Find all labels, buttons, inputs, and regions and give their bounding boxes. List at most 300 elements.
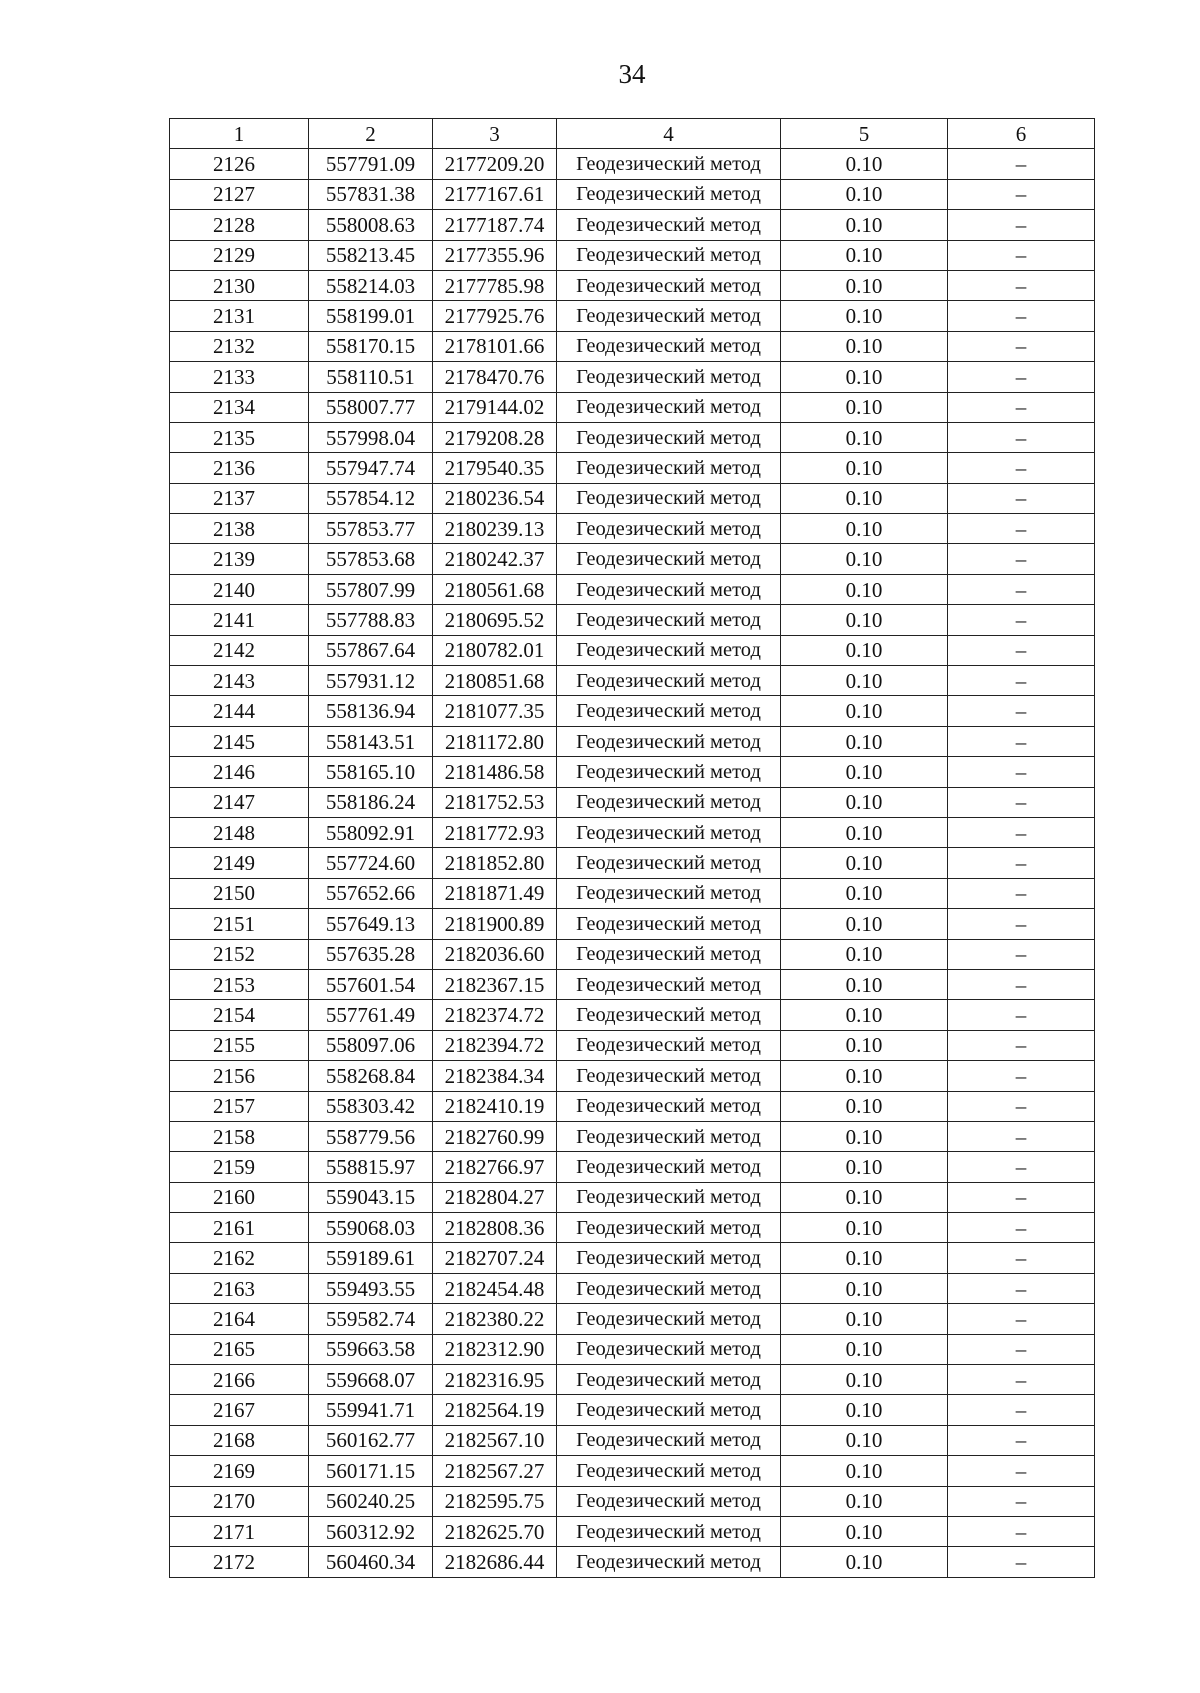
x-coordinate-cell: 560312.92 <box>309 1516 433 1546</box>
accuracy-cell: 0.10 <box>781 635 948 665</box>
x-coordinate-cell: 557635.28 <box>309 939 433 969</box>
note-cell: – <box>948 817 1095 847</box>
table-row <box>170 1243 1095 1273</box>
point-number-cell: 2170 <box>170 1486 309 1516</box>
accuracy-cell: 0.10 <box>781 544 948 574</box>
x-coordinate-cell: 558007.77 <box>309 392 433 422</box>
note-cell: – <box>948 179 1095 209</box>
x-coordinate-cell: 558815.97 <box>309 1152 433 1182</box>
accuracy-cell: 0.10 <box>781 1486 948 1516</box>
column-header: 3 <box>433 119 557 149</box>
accuracy-cell: 0.10 <box>781 666 948 696</box>
y-coordinate-cell: 2182808.36 <box>433 1213 557 1243</box>
accuracy-cell: 0.10 <box>781 1516 948 1546</box>
note-cell: – <box>948 392 1095 422</box>
x-coordinate-cell: 558214.03 <box>309 270 433 300</box>
table-row <box>170 1547 1095 1577</box>
accuracy-cell: 0.10 <box>781 514 948 544</box>
method-cell: Геодезический метод <box>557 787 781 817</box>
accuracy-cell: 0.10 <box>781 817 948 847</box>
note-cell: – <box>948 453 1095 483</box>
method-cell: Геодезический метод <box>557 1243 781 1273</box>
x-coordinate-cell: 558165.10 <box>309 757 433 787</box>
table-row <box>170 483 1095 513</box>
method-cell: Геодезический метод <box>557 757 781 787</box>
x-coordinate-cell: 558136.94 <box>309 696 433 726</box>
y-coordinate-cell: 2177355.96 <box>433 240 557 270</box>
x-coordinate-cell: 557601.54 <box>309 969 433 999</box>
method-cell: Геодезический метод <box>557 1030 781 1060</box>
column-header: 4 <box>557 119 781 149</box>
table-row <box>170 1516 1095 1546</box>
point-number-cell: 2167 <box>170 1395 309 1425</box>
note-cell: – <box>948 939 1095 969</box>
y-coordinate-cell: 2177167.61 <box>433 179 557 209</box>
x-coordinate-cell: 559582.74 <box>309 1304 433 1334</box>
y-coordinate-cell: 2180782.01 <box>433 635 557 665</box>
accuracy-cell: 0.10 <box>781 1273 948 1303</box>
accuracy-cell: 0.10 <box>781 1030 948 1060</box>
x-coordinate-cell: 558170.15 <box>309 331 433 361</box>
method-cell: Геодезический метод <box>557 605 781 635</box>
y-coordinate-cell: 2182316.95 <box>433 1365 557 1395</box>
method-cell: Геодезический метод <box>557 331 781 361</box>
x-coordinate-cell: 558186.24 <box>309 787 433 817</box>
note-cell: – <box>948 1243 1095 1273</box>
note-cell: – <box>948 1425 1095 1455</box>
y-coordinate-cell: 2179540.35 <box>433 453 557 483</box>
note-cell: – <box>948 969 1095 999</box>
y-coordinate-cell: 2182595.75 <box>433 1486 557 1516</box>
note-cell: – <box>948 1365 1095 1395</box>
accuracy-cell: 0.10 <box>781 210 948 240</box>
method-cell: Геодезический метод <box>557 210 781 240</box>
note-cell: – <box>948 909 1095 939</box>
accuracy-cell: 0.10 <box>781 422 948 452</box>
method-cell: Геодезический метод <box>557 909 781 939</box>
table-row <box>170 544 1095 574</box>
y-coordinate-cell: 2181752.53 <box>433 787 557 817</box>
accuracy-cell: 0.10 <box>781 362 948 392</box>
note-cell: – <box>948 1547 1095 1577</box>
y-coordinate-cell: 2182367.15 <box>433 969 557 999</box>
note-cell: – <box>948 270 1095 300</box>
accuracy-cell: 0.10 <box>781 453 948 483</box>
point-number-cell: 2160 <box>170 1182 309 1212</box>
point-number-cell: 2162 <box>170 1243 309 1273</box>
table-row <box>170 240 1095 270</box>
note-cell: – <box>948 878 1095 908</box>
y-coordinate-cell: 2182760.99 <box>433 1121 557 1151</box>
method-cell: Геодезический метод <box>557 696 781 726</box>
point-number-cell: 2145 <box>170 726 309 756</box>
table-row <box>170 331 1095 361</box>
x-coordinate-cell: 557853.68 <box>309 544 433 574</box>
note-cell: – <box>948 1213 1095 1243</box>
accuracy-cell: 0.10 <box>781 1243 948 1273</box>
x-coordinate-cell: 557649.13 <box>309 909 433 939</box>
x-coordinate-cell: 559663.58 <box>309 1334 433 1364</box>
note-cell: – <box>948 1516 1095 1546</box>
accuracy-cell: 0.10 <box>781 696 948 726</box>
note-cell: – <box>948 1182 1095 1212</box>
method-cell: Геодезический метод <box>557 1395 781 1425</box>
accuracy-cell: 0.10 <box>781 757 948 787</box>
table-row <box>170 1334 1095 1364</box>
x-coordinate-cell: 557788.83 <box>309 605 433 635</box>
column-header: 6 <box>948 119 1095 149</box>
y-coordinate-cell: 2181852.80 <box>433 848 557 878</box>
y-coordinate-cell: 2182564.19 <box>433 1395 557 1425</box>
y-coordinate-cell: 2177925.76 <box>433 301 557 331</box>
accuracy-cell: 0.10 <box>781 179 948 209</box>
accuracy-cell: 0.10 <box>781 1152 948 1182</box>
note-cell: – <box>948 635 1095 665</box>
accuracy-cell: 0.10 <box>781 605 948 635</box>
y-coordinate-cell: 2177785.98 <box>433 270 557 300</box>
y-coordinate-cell: 2182567.10 <box>433 1425 557 1455</box>
method-cell: Геодезический метод <box>557 574 781 604</box>
method-cell: Геодезический метод <box>557 240 781 270</box>
method-cell: Геодезический метод <box>557 1456 781 1486</box>
accuracy-cell: 0.10 <box>781 1334 948 1364</box>
y-coordinate-cell: 2177187.74 <box>433 210 557 240</box>
accuracy-cell: 0.10 <box>781 1456 948 1486</box>
column-header: 1 <box>170 119 309 149</box>
table-header <box>170 119 1095 149</box>
x-coordinate-cell: 558268.84 <box>309 1061 433 1091</box>
y-coordinate-cell: 2182454.48 <box>433 1273 557 1303</box>
note-cell: – <box>948 240 1095 270</box>
point-number-cell: 2148 <box>170 817 309 847</box>
note-cell: – <box>948 544 1095 574</box>
x-coordinate-cell: 558779.56 <box>309 1121 433 1151</box>
method-cell: Геодезический метод <box>557 666 781 696</box>
point-number-cell: 2172 <box>170 1547 309 1577</box>
note-cell: – <box>948 1456 1095 1486</box>
accuracy-cell: 0.10 <box>781 331 948 361</box>
point-number-cell: 2126 <box>170 149 309 179</box>
table-row <box>170 878 1095 908</box>
table-row <box>170 270 1095 300</box>
point-number-cell: 2171 <box>170 1516 309 1546</box>
y-coordinate-cell: 2182036.60 <box>433 939 557 969</box>
y-coordinate-cell: 2180561.68 <box>433 574 557 604</box>
y-coordinate-cell: 2182567.27 <box>433 1456 557 1486</box>
table-row <box>170 635 1095 665</box>
y-coordinate-cell: 2182410.19 <box>433 1091 557 1121</box>
note-cell: – <box>948 574 1095 604</box>
table-row <box>170 1395 1095 1425</box>
x-coordinate-cell: 560460.34 <box>309 1547 433 1577</box>
y-coordinate-cell: 2181900.89 <box>433 909 557 939</box>
table-row <box>170 1030 1095 1060</box>
accuracy-cell: 0.10 <box>781 240 948 270</box>
y-coordinate-cell: 2177209.20 <box>433 149 557 179</box>
method-cell: Геодезический метод <box>557 969 781 999</box>
coordinates-table <box>169 118 1095 1578</box>
x-coordinate-cell: 559668.07 <box>309 1365 433 1395</box>
accuracy-cell: 0.10 <box>781 1425 948 1455</box>
table-row <box>170 939 1095 969</box>
method-cell: Геодезический метод <box>557 878 781 908</box>
accuracy-cell: 0.10 <box>781 1121 948 1151</box>
point-number-cell: 2139 <box>170 544 309 574</box>
point-number-cell: 2158 <box>170 1121 309 1151</box>
note-cell: – <box>948 605 1095 635</box>
point-number-cell: 2141 <box>170 605 309 635</box>
point-number-cell: 2147 <box>170 787 309 817</box>
point-number-cell: 2137 <box>170 483 309 513</box>
y-coordinate-cell: 2182384.34 <box>433 1061 557 1091</box>
accuracy-cell: 0.10 <box>781 939 948 969</box>
accuracy-cell: 0.10 <box>781 726 948 756</box>
method-cell: Геодезический метод <box>557 1425 781 1455</box>
method-cell: Геодезический метод <box>557 817 781 847</box>
method-cell: Геодезический метод <box>557 483 781 513</box>
note-cell: – <box>948 514 1095 544</box>
note-cell: – <box>948 787 1095 817</box>
x-coordinate-cell: 557853.77 <box>309 514 433 544</box>
table-row <box>170 422 1095 452</box>
y-coordinate-cell: 2181172.80 <box>433 726 557 756</box>
table-row <box>170 726 1095 756</box>
accuracy-cell: 0.10 <box>781 1304 948 1334</box>
method-cell: Геодезический метод <box>557 939 781 969</box>
y-coordinate-cell: 2182766.97 <box>433 1152 557 1182</box>
table-row <box>170 1213 1095 1243</box>
y-coordinate-cell: 2181486.58 <box>433 757 557 787</box>
method-cell: Геодезический метод <box>557 1121 781 1151</box>
note-cell: – <box>948 483 1095 513</box>
y-coordinate-cell: 2182394.72 <box>433 1030 557 1060</box>
point-number-cell: 2144 <box>170 696 309 726</box>
x-coordinate-cell: 557761.49 <box>309 1000 433 1030</box>
x-coordinate-cell: 557867.64 <box>309 635 433 665</box>
method-cell: Геодезический метод <box>557 149 781 179</box>
method-cell: Геодезический метод <box>557 726 781 756</box>
method-cell: Геодезический метод <box>557 1334 781 1364</box>
table-row <box>170 1000 1095 1030</box>
x-coordinate-cell: 558092.91 <box>309 817 433 847</box>
x-coordinate-cell: 557931.12 <box>309 666 433 696</box>
accuracy-cell: 0.10 <box>781 848 948 878</box>
point-number-cell: 2146 <box>170 757 309 787</box>
table-row <box>170 1304 1095 1334</box>
note-cell: – <box>948 149 1095 179</box>
point-number-cell: 2133 <box>170 362 309 392</box>
method-cell: Геодезический метод <box>557 1182 781 1212</box>
point-number-cell: 2168 <box>170 1425 309 1455</box>
header-row <box>170 119 1095 149</box>
note-cell: – <box>948 1030 1095 1060</box>
method-cell: Геодезический метод <box>557 270 781 300</box>
accuracy-cell: 0.10 <box>781 1395 948 1425</box>
method-cell: Геодезический метод <box>557 1213 781 1243</box>
x-coordinate-cell: 558097.06 <box>309 1030 433 1060</box>
y-coordinate-cell: 2182312.90 <box>433 1334 557 1364</box>
table-row <box>170 1486 1095 1516</box>
table-row <box>170 514 1095 544</box>
x-coordinate-cell: 557652.66 <box>309 878 433 908</box>
x-coordinate-cell: 557724.60 <box>309 848 433 878</box>
method-cell: Геодезический метод <box>557 1516 781 1546</box>
point-number-cell: 2130 <box>170 270 309 300</box>
accuracy-cell: 0.10 <box>781 909 948 939</box>
point-number-cell: 2149 <box>170 848 309 878</box>
method-cell: Геодезический метод <box>557 301 781 331</box>
method-cell: Геодезический метод <box>557 1365 781 1395</box>
method-cell: Геодезический метод <box>557 1273 781 1303</box>
y-coordinate-cell: 2181772.93 <box>433 817 557 847</box>
note-cell: – <box>948 422 1095 452</box>
point-number-cell: 2152 <box>170 939 309 969</box>
x-coordinate-cell: 558143.51 <box>309 726 433 756</box>
point-number-cell: 2129 <box>170 240 309 270</box>
method-cell: Геодезический метод <box>557 422 781 452</box>
accuracy-cell: 0.10 <box>781 149 948 179</box>
column-header: 5 <box>781 119 948 149</box>
x-coordinate-cell: 557947.74 <box>309 453 433 483</box>
point-number-cell: 2128 <box>170 210 309 240</box>
x-coordinate-cell: 559043.15 <box>309 1182 433 1212</box>
y-coordinate-cell: 2182804.27 <box>433 1182 557 1212</box>
note-cell: – <box>948 301 1095 331</box>
method-cell: Геодезический метод <box>557 453 781 483</box>
page-number: 34 <box>618 59 646 89</box>
table-row <box>170 787 1095 817</box>
note-cell: – <box>948 1152 1095 1182</box>
accuracy-cell: 0.10 <box>781 1365 948 1395</box>
column-header: 2 <box>309 119 433 149</box>
y-coordinate-cell: 2180236.54 <box>433 483 557 513</box>
x-coordinate-cell: 559941.71 <box>309 1395 433 1425</box>
table-row <box>170 301 1095 331</box>
x-coordinate-cell: 557854.12 <box>309 483 433 513</box>
method-cell: Геодезический метод <box>557 179 781 209</box>
table-row <box>170 1365 1095 1395</box>
accuracy-cell: 0.10 <box>781 1213 948 1243</box>
note-cell: – <box>948 1000 1095 1030</box>
x-coordinate-cell: 560162.77 <box>309 1425 433 1455</box>
table-row <box>170 179 1095 209</box>
point-number-cell: 2159 <box>170 1152 309 1182</box>
point-number-cell: 2154 <box>170 1000 309 1030</box>
table-row <box>170 1152 1095 1182</box>
x-coordinate-cell: 559068.03 <box>309 1213 433 1243</box>
note-cell: – <box>948 757 1095 787</box>
accuracy-cell: 0.10 <box>781 301 948 331</box>
method-cell: Геодезический метод <box>557 1000 781 1030</box>
x-coordinate-cell: 558110.51 <box>309 362 433 392</box>
table-row <box>170 666 1095 696</box>
x-coordinate-cell: 558213.45 <box>309 240 433 270</box>
table-row <box>170 1456 1095 1486</box>
note-cell: – <box>948 331 1095 361</box>
note-cell: – <box>948 1273 1095 1303</box>
accuracy-cell: 0.10 <box>781 1000 948 1030</box>
accuracy-cell: 0.10 <box>781 878 948 908</box>
point-number-cell: 2138 <box>170 514 309 544</box>
x-coordinate-cell: 557831.38 <box>309 179 433 209</box>
point-number-cell: 2140 <box>170 574 309 604</box>
y-coordinate-cell: 2182707.24 <box>433 1243 557 1273</box>
accuracy-cell: 0.10 <box>781 1091 948 1121</box>
point-number-cell: 2131 <box>170 301 309 331</box>
point-number-cell: 2142 <box>170 635 309 665</box>
y-coordinate-cell: 2182625.70 <box>433 1516 557 1546</box>
table-row <box>170 1121 1095 1151</box>
table-row <box>170 362 1095 392</box>
point-number-cell: 2155 <box>170 1030 309 1060</box>
note-cell: – <box>948 726 1095 756</box>
table-row <box>170 817 1095 847</box>
y-coordinate-cell: 2182686.44 <box>433 1547 557 1577</box>
accuracy-cell: 0.10 <box>781 969 948 999</box>
accuracy-cell: 0.10 <box>781 1547 948 1577</box>
note-cell: – <box>948 1334 1095 1364</box>
note-cell: – <box>948 1395 1095 1425</box>
table-row <box>170 1273 1095 1303</box>
y-coordinate-cell: 2179144.02 <box>433 392 557 422</box>
note-cell: – <box>948 1486 1095 1516</box>
note-cell: – <box>948 666 1095 696</box>
x-coordinate-cell: 559189.61 <box>309 1243 433 1273</box>
note-cell: – <box>948 1304 1095 1334</box>
note-cell: – <box>948 362 1095 392</box>
y-coordinate-cell: 2182374.72 <box>433 1000 557 1030</box>
x-coordinate-cell: 557998.04 <box>309 422 433 452</box>
table-row <box>170 210 1095 240</box>
table-row <box>170 453 1095 483</box>
note-cell: – <box>948 848 1095 878</box>
x-coordinate-cell: 558303.42 <box>309 1091 433 1121</box>
x-coordinate-cell: 558199.01 <box>309 301 433 331</box>
accuracy-cell: 0.10 <box>781 1061 948 1091</box>
x-coordinate-cell: 560240.25 <box>309 1486 433 1516</box>
table-row <box>170 392 1095 422</box>
method-cell: Геодезический метод <box>557 635 781 665</box>
point-number-cell: 2135 <box>170 422 309 452</box>
method-cell: Геодезический метод <box>557 1152 781 1182</box>
point-number-cell: 2136 <box>170 453 309 483</box>
method-cell: Геодезический метод <box>557 1061 781 1091</box>
table-row <box>170 149 1095 179</box>
y-coordinate-cell: 2180851.68 <box>433 666 557 696</box>
accuracy-cell: 0.10 <box>781 483 948 513</box>
method-cell: Геодезический метод <box>557 1486 781 1516</box>
table-row <box>170 696 1095 726</box>
x-coordinate-cell: 560171.15 <box>309 1456 433 1486</box>
accuracy-cell: 0.10 <box>781 270 948 300</box>
accuracy-cell: 0.10 <box>781 1182 948 1212</box>
point-number-cell: 2164 <box>170 1304 309 1334</box>
method-cell: Геодезический метод <box>557 848 781 878</box>
point-number-cell: 2127 <box>170 179 309 209</box>
method-cell: Геодезический метод <box>557 1091 781 1121</box>
table-row <box>170 1425 1095 1455</box>
method-cell: Геодезический метод <box>557 362 781 392</box>
method-cell: Геодезический метод <box>557 514 781 544</box>
point-number-cell: 2166 <box>170 1365 309 1395</box>
y-coordinate-cell: 2180239.13 <box>433 514 557 544</box>
table-row <box>170 909 1095 939</box>
note-cell: – <box>948 696 1095 726</box>
y-coordinate-cell: 2178101.66 <box>433 331 557 361</box>
accuracy-cell: 0.10 <box>781 574 948 604</box>
note-cell: – <box>948 1091 1095 1121</box>
y-coordinate-cell: 2182380.22 <box>433 1304 557 1334</box>
